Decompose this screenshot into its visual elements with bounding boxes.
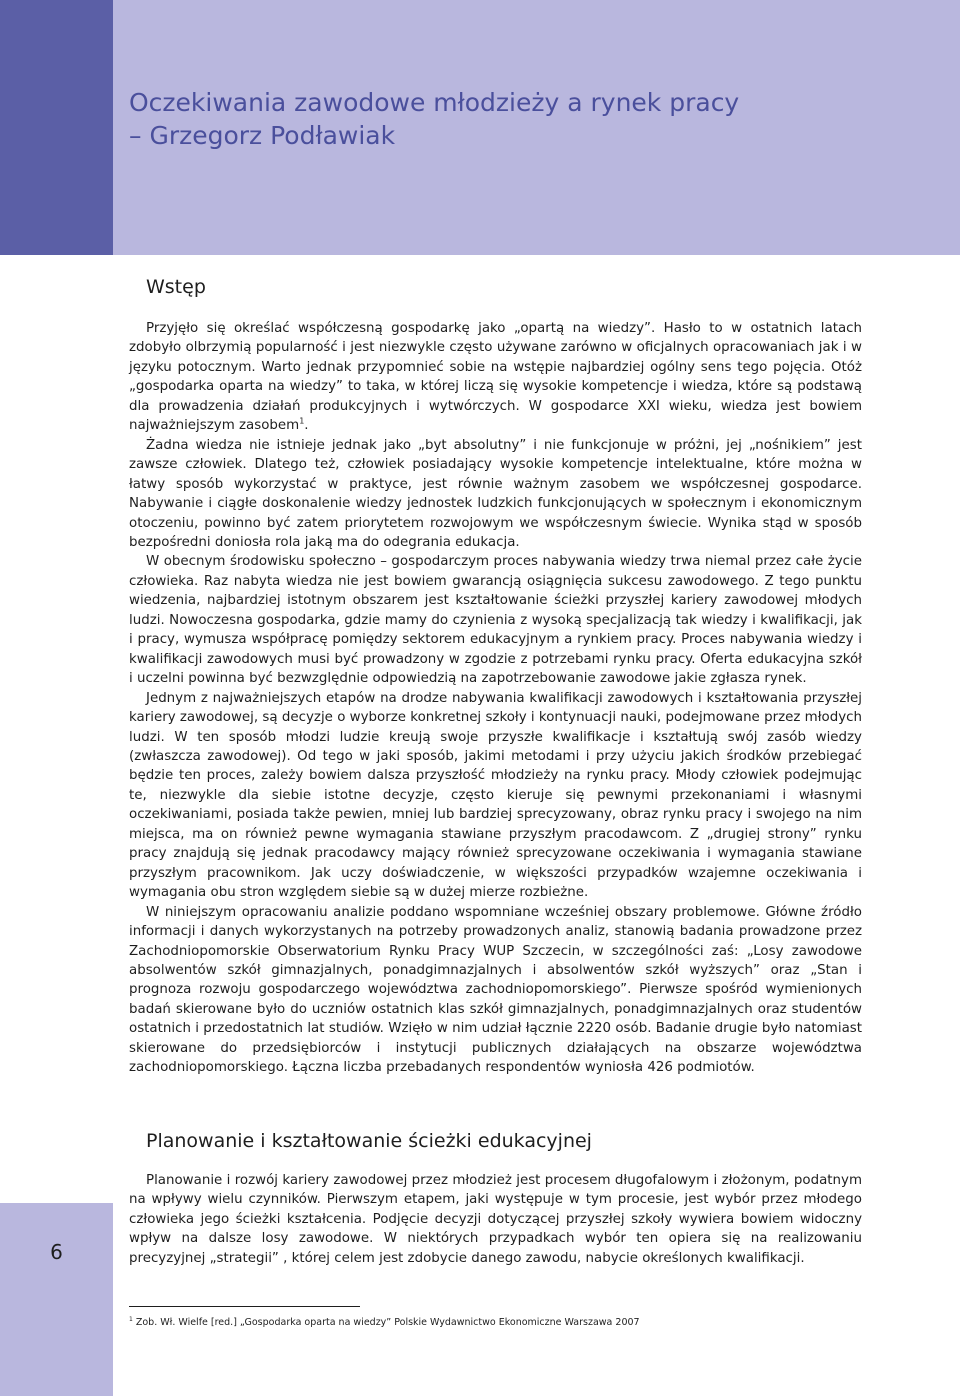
footnote-reference[interactable]: 1 (299, 416, 305, 426)
left-top-color-block (0, 0, 113, 255)
footnote-text: Zob. Wł. Wielfe [red.] „Gospodarka oparta na wiedzy” Polskie Wydawnictwo Ekonomiczne Warszawa 2007 (135, 1317, 640, 1329)
intro-paragraph-5: W niniejszym opracowaniu analizie poddano wspomniane wcześniej obszary problemowe. Główne źródło informacji i danych wykorzystanych na potrzeby prowadzonych analiz, stanowią badania prowadzone przez Zachodniopomorskie Obserwatorium Rynku Pracy WUP Szczecin, w szczególności zaś: „Losy zawodowe absolwentów szkół gimnazjalnych, ponadgimnazjalnych i absolwentów szkół wyższych” oraz „Stan i prognoza rozwoju gospodarczego województwa zachodniopomorskiego”. Pierwsze spośród wymienionych badań skierowane było do uczniów ostatnich klas szkół gimnazjalnych, ponadgimnazjalnych oraz studentów ostatnich i przedostatnich lat studiów. Wzięło w nim udział łącznie 2220 osób. Badanie drugie było natomiast skierowane do przedsiębiorców i instytucji publicznych działających na obszarze województwa zachodniopomorskiego. Łączna liczba przebadanych respondentów wyniosła 426 podmiotów. (129, 904, 862, 1076)
footnote-divider (129, 1306, 360, 1307)
planning-body (129, 1171, 862, 1268)
intro-paragraph-3: W obecnym środowisku społeczno – gospodarczym proces nabywania wiedzy trwa niemal przez całe życie człowieka. Raz nabyta wiedza nie jest bowiem gwarancją osiągnięcia sukcesu zawodowego. Z tego punktu wiedzenia, najbardziej istotnym obszarem jest kształtowanie ścieżki przyszłej kariery zawodowej młodych ludzi. Nowoczesna gospodarka, gdzie mamy do czynienia z wysoką specjalizacją tak wiedzy i kwalifikacji, jak i pracy, wymusza współpracę pomiędzy sektorem edukacyjnym a rynkiem pracy. Proces nabywania wiedzy i kwalifikacji zawodowych musi być prowadzony w zgodzie z potrzebami rynku pracy. Oferta edukacyjna szkół i uczelni powinna być bezwzględnie odpowiedzią na zapotrzebowanie zawodowe jakie zgłasza rynek. (129, 554, 862, 687)
section-heading-intro: Wstęp (146, 276, 206, 298)
intro-paragraph-4: Jednym z najważniejszych etapów na drodze nabywania kwalifikacji zawodowych i kształtowania przyszłej kariery zawodowej, są decyzje o wyborze konkretnej szkoły i kontynuacji nauki, podejmowane przez młodych ludzi. W ten sposób młodzi ludzie kreują swoje przyszłe kwalifikacje i kształtują swój zasób wiedzy (zwłaszcza zawodowej). Od tego w jaki sposób, jakimi metodami i przy użyciu jakich środków przebiegać będzie ten proces, zależy bowiem dalsza przyszłość młodzieży na rynku pracy. Młody człowiek podejmując te, niezwykle dla siebie istotne decyzje, często kieruje się pewnymi przekonaniami i własnymi oczekiwaniami, posiada także pewien, mniej lub bardziej sprecyzowany, obraz rynku pracy i swojego na nim miejsca, ma on również pewne wymagania stawiane przyszłym pracodawcom. Z „drugiej strony” rynku pracy znajdują się jednak pracodawcy mający również sprecyzowane oczekiwania i wymagania stawiane przyszłym pracownikom. Jak uczy doświadczenie, w większości przypadków wzajemne oczekiwania i wymagania obu stron względem siebie są w dużej mierze rozbieżne. (129, 690, 862, 901)
intro-paragraph-2: Żadna wiedza nie istnieje jednak jako „byt absolutny” i nie funkcjonuje w próżni, jej „nośnikiem” jest zawsze człowiek. Dlatego też, człowiek posiadający wysokie kompetencje intelektualne, które można w łatwy sposób wykorzystać w praktyce, jest równie ważnym zasobem we współczesnej gospodarce. Nabywanie i ciągłe doskonalenie wiedzy jednostek ludzkich funkcjonujących w społecznym i ekonomicznym otoczeniu, powinno być zatem priorytetem rozwojowym we współczesnym świecie. Wynika stąd w sposób bezpośredni doniosła rola jaką ma do odegrania edukacja. (129, 437, 862, 550)
page-number: 6 (50, 1240, 63, 1264)
left-bottom-color-block (0, 1203, 113, 1396)
intro-paragraph-1: Przyjęło się określać współczesną gospodarkę jako „opartą na wiedzy”. Hasło to w ostatnich latach zdobyło olbrzymią popularność i jest niezwykle często używane zarówno w oficjalnych opracowaniach jak i w języku potocznym. Warto jednak przypomnieć sobie na wstępie najbardziej ogólny sens tego pojęcia. Otóż „gospodarka oparta na wiedzy” to taka, w której liczą się wysokie kompetencje i wiedza, które są podstawą dla prowadzenia działań produkcyjnych i wytwórczych. W gospodarce XXI wieku, wiedza jest bowiem najważniejszym zasobem$^1$. (129, 321, 862, 434)
title-line-2: – Grzegorz Podławiak (129, 121, 396, 150)
intro-body (129, 319, 862, 1078)
left-margin-strip (0, 0, 113, 1396)
title-line-1: Oczekiwania zawodowe młodzieży a rynek pracy (129, 88, 740, 117)
footnote (129, 1314, 862, 1329)
section-heading-planning: Planowanie i kształtowanie ścieżki edukacyjnej (146, 1130, 592, 1152)
document-title (129, 86, 929, 152)
planning-paragraph-1: Planowanie i rozwój kariery zawodowej przez młodzież jest procesem długofalowym i złożonym, podatnym na wpływy wielu czynników. Pierwszym etapem, jaki występuje w tym procesie, jest wybór przez młodego człowieka jego ścieżki kształcenia. Podjęcie decyzji dotyczącej przyszłej szkoły wywiera bowiem widoczny wpływ na dalsze losy zawodowe. W niektórych przypadkach wybór ten opiera się na realizowaniu precyzyjnej „strategii” , której celem jest zdobycie danego zawodu, nabycie określonych kwalifikacji. (129, 1173, 862, 1266)
footnote-marker: 1 (129, 1316, 133, 1323)
